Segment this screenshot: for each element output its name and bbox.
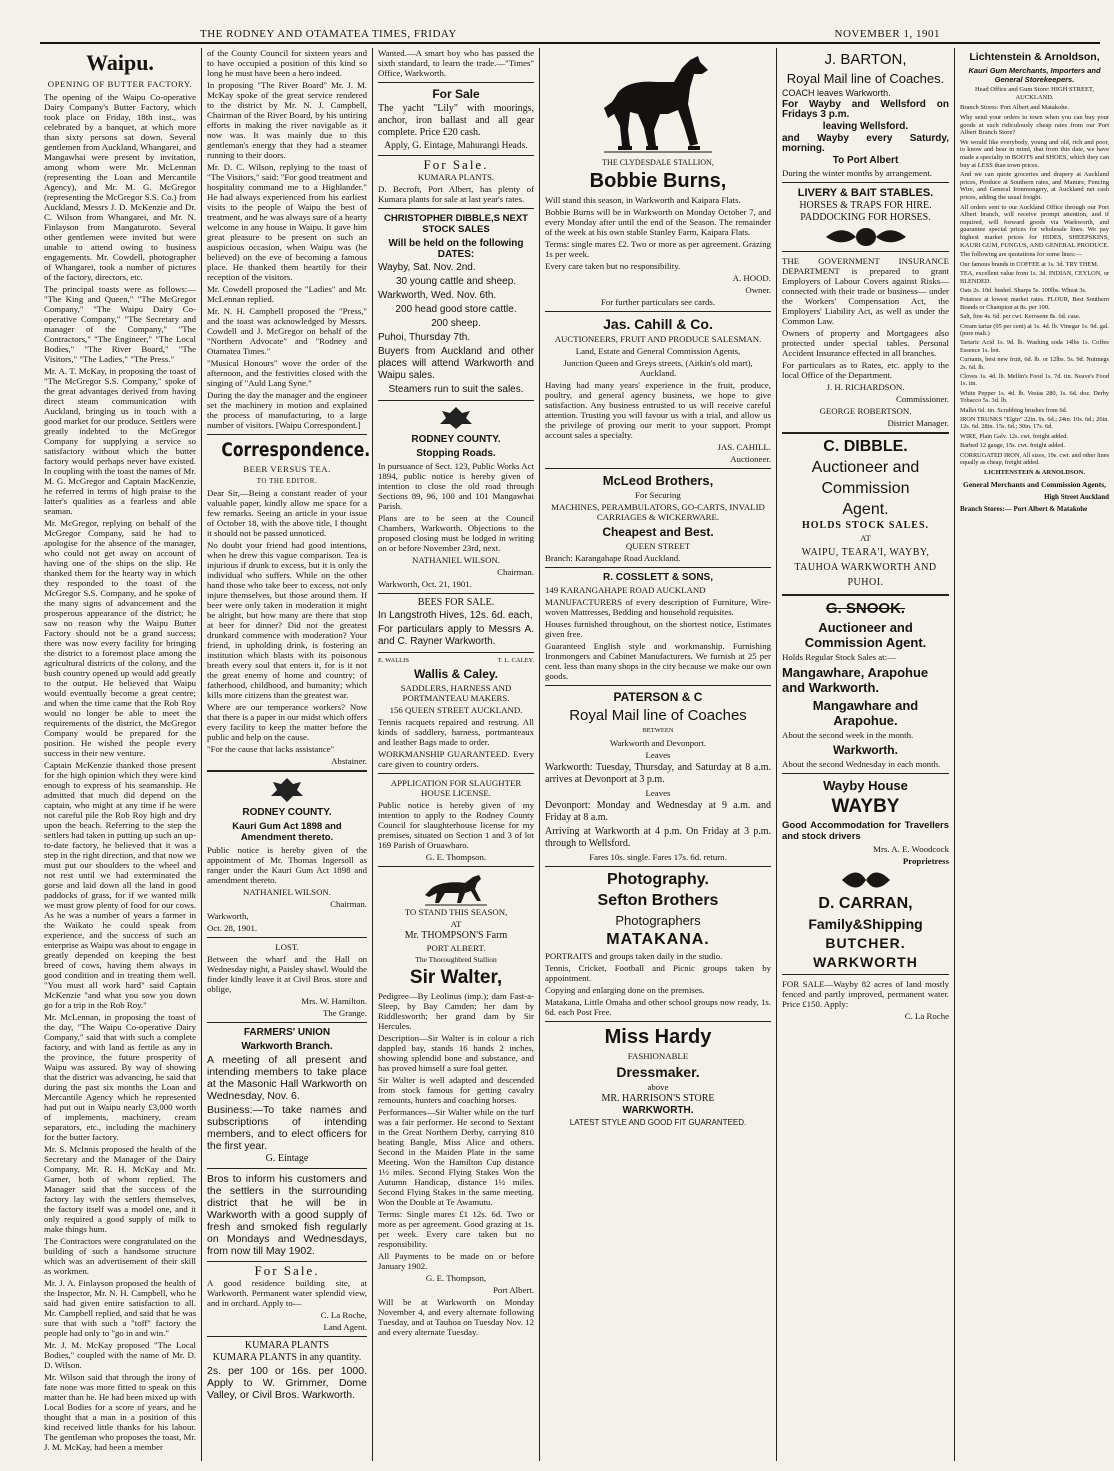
photography-text: Copying and enlarging done on the premises. [545,985,705,995]
cosslett-text: MANUFACTURERS of every description of Furniture, Wire-woven Mattresses, Bedding and household requisites. [545,597,771,617]
mcleod-title: McLeod Brothers, [602,473,714,488]
roads-date: Warkworth, Oct. 21, 1901. [378,579,472,589]
wallis-caley-address: 156 QUEEN STREET AUCKLAND. [389,705,523,715]
cahill-role: Auctioneer. [730,454,771,464]
snook-about: About the second Wednesday in each month. [782,759,941,769]
price-line: Barbed 12 gauge, 15s. cwt. freight added. [960,442,1065,450]
stand-at: AT [450,919,462,929]
waipu-continued: Mr. D. C. Wilson, replying to the toast of "The Visitors," said: "For good treatment and hospitality command me to a Highlander." He had always experienced from his earliest visits to the people of Waipu the best of treatment, and he was always sure of a hearty welcome in any house in Waipu. It gave him great pleasure to be present on such an auspicious occasion, when Waipu was (he believed) on the eve of becoming a famous place. He thanked them heartily for their reception of the visitors. [207,162,367,282]
paterson-subtitle: Royal Mail line of Coaches [569,707,747,724]
carran-title: D. CARRAN, [818,895,913,912]
lichtenstein-signature2: General Merchants and Commission Agents, [963,480,1106,490]
bees-text: In Langstroth Hives, 12s. 6d. each, [378,610,533,621]
ornament-icon [836,868,896,892]
masthead [40,28,1100,44]
cahill-address: Land, Estate and General Commission Agents, [575,346,741,356]
column-five [778,48,953,1463]
kauri-notice-role: Chairman. [330,899,367,909]
dibble-places: WAIPU, TEARA'I, WAYBY, TAUHOA WARKWORTH AND PUHOI. [794,547,937,588]
snook-places2: Mangawhare and Arapohue. [812,698,919,728]
price-line: WIRE, Plain Galv. 12s. cwt. freight added. [960,432,1068,440]
waipu-paragraph: Mr. McLennan, in proposing the toast of the day, "The Waipu Co-operative Dairy Company," said that with such a complete factory, and with land as fertile as any in the province, the future prosperity of Waipu was assured. By way of showing that the district was advancing, he said that during the past six months the Loan and Mercantile Agency which he represented had put out in Waipu nearly £3,000 worth of implements, machinery, cream separators, etc., including the machinery for the butter factory. [44,1012,196,1142]
price-line: White Pepper 1s. 4d. lb. Vestas 280, 1s. 6d. doz. Derby Tobacco 5s. 3d. lb. [960,389,1109,405]
price-line: Cream tartar (95 per cent) at 1s. 4d. lb. Vinegar 1s. 9d. gal. (pure malt.) [960,322,1109,337]
union-business: Business:—To take names and subscriptions of intending members, and to elect officers for the first year. [207,1104,367,1152]
clydesdale-terms: Terms: single mares £2. Two or more as per agreement. Grazing 1s per week. [545,239,771,259]
waipu-paragraph: The Contractors were congratulated on the building of such a handsome structure which was an advertisement of their skill as workmen. [44,1236,196,1276]
waipu-paragraph: Mr. S. McInnis proposed the health of the Secretary and the Manager of the Dairy Company, Mr. R. H. McKay and Mr. Garner, both of whom replied. The Manager said that the success of the factory lay with the settlers themselves, the factory itself was a model one, and it only required a good supply of milk to make things hum. [44,1144,196,1234]
hardy-subtitle: FASHIONABLE [627,1051,689,1061]
waipu-continued: In proposing "The River Board" Mr. J. M. McKay spoke of the great service rendered to the district by Mr. N. J. Campbell, Chairman of the River Board, by his untiring efforts in making the river navigable as it now was. It was mainly due to this gentleman's energy that they had a steamer running to their doors. [207,80,367,160]
lost-place: The Grange. [323,1008,367,1018]
hardy-store: MR. HARRISON'S STORE [601,1093,715,1104]
government-insurance-signature: GEORGE ROBERTSON. [819,406,912,416]
clydesdale-signature: A. HOOD. [732,273,771,283]
paterson-text: Arriving at Warkworth at 4 p.m. On Friday at 3 p.m. through to Wellsford. [545,826,771,849]
price-line: Salt, fine 4s. 6d. per cwt. Kerosene 8s. 6d. case. [960,313,1081,321]
paterson-text: Warkworth: Tuesday, Thursday, and Saturday at 8 a.m. arrives at Devonport at 3 p.m. [545,762,771,785]
wayby-sale-text: FOR SALE—Wayby 82 acres of land mostly fenced and partly improved, permanent water. Price £150. Apply: [782,979,949,1009]
masthead-title: THE RODNEY AND OTAMATEA TIMES, FRIDAY [200,28,457,40]
sale-signature: C. La Roche, [320,1310,367,1320]
snook-holds: Holds Regular Stock Sales at:— [782,652,896,662]
price-line: Tartaric Acid 1s. 9d. lb. Washing soda 14lbs 1s. Coffee Essence 1s. bot. [960,339,1109,354]
union-signature: G. Eintage [265,1153,309,1164]
cosslett-text: Houses furnished throughout, on the shortest notice, Estimates given free. [545,619,771,639]
clydesdale-name: Bobbie Burns, [589,170,727,192]
stand-breed: The Thoroughbred Stallion [415,955,497,964]
dibble-subtitle: Commission [821,480,910,497]
mcleod-for: For Securing [635,490,681,500]
paterson-leaves: Leaves [645,750,671,760]
horses-for-hire: HORSES & TRAPS FOR HIRE. [799,200,932,211]
dibble-sales-line: Steamers run to suit the sales. [388,384,524,395]
column-rule [372,48,373,1461]
barton-for: For Wayby and Wellsford on Fridays 3 p.m. [782,99,949,120]
barton-title: J. BARTON, [824,51,907,68]
mcleod-items: MACHINES, PERAMBULATORS, GO-CARTS, INVALID CARRIAGES & WICKERWARE. [551,502,765,522]
clydesdale-more: For further particulars see cards. [600,297,716,307]
snook-title: G. SNOOK. [825,600,906,617]
lichtenstein-signature: LICHTENSTEIN & ARNOLDSON. [984,469,1085,477]
price-line: Oats 2s. 10d. bushel. Sharps 5s. 100lbs. Wheat 3s. [960,286,1087,294]
paterson-route: Warkworth and Devonport. [609,738,707,748]
kauri-notice-date: Oct. 28, 1901. [207,923,258,933]
wallis-caley-names [378,657,534,664]
yacht-sale-text: The yacht "Lily" with moorings, anchor, iron ballast and all gear complete. Price £20 cash. [378,103,534,138]
price-line: Currants, best new fruit, 6d. lb. or 12lbs. 5s. 9d. Nutmegs 2s. 6d. lb. [960,356,1109,371]
wayby-accommodation: Good Accommodation for Travellers and stock drivers [782,820,949,842]
kauri-notice-title: RODNEY COUNTY. [242,807,332,818]
lichtenstein-office: Head Office and Gum Store: HIGH STREET, AUCKLAND. [974,86,1095,101]
merchants-column [957,48,1112,1463]
stallion-description: Sir Walter is well adapted and descended from stock famous for getting cavalry remounts, hunters and coaching horses. [378,1075,534,1105]
fish-notice: Bros to inform his customers and the settlers in the surrounding district that he will be in Warkworth with a good supply of fresh and smoked fish regularly on Mondays and Wednesdays, from now till May 1902. [207,1173,367,1257]
price-line: Potatoes at lowest market rates. FLOUR, Best Southern Brands or Champion at 8s. per 100. [960,296,1109,311]
wallis-name: E. WALLIS [378,657,409,664]
stand-farm: Mr. THOMPSON'S Farm [404,930,508,941]
carran-subtitle: Family&Shipping [808,916,923,932]
slaughter-text: Public notice is hereby given of my intention to apply to the Rodney County Council for slaughterhouse license for my premises, situated on Section 1 and 3 of lot 169 Parish of Oruawharo. [378,800,534,850]
cahill-text: Having had many years' experience in the fruit, produce, poultry, and general agency business, we hope to give satisfaction. Any business entrusted to us will receive careful attention. Trusting you will favour us with a trial, and allow us the privilege of proving our merit to your support. Prompt account sales a specialty. [545,380,771,440]
photography-subtitle: Photographers [615,913,701,928]
dibble-sales-line: 200 sheep. [431,318,481,329]
dibble-holds: HOLDS STOCK SALES. [801,520,930,531]
photography-text: PORTRAITS and groups taken daily in the studio. [545,951,723,961]
kumara2-title: For Sale. [423,157,489,172]
bees-title: BEES FOR SALE. [417,597,495,608]
clydesdale-text: Bobbie Burns will be in Warkworth on Monday October 7, and every Monday after until the end of the Season. The remainder of the week at his own stable Stanley Farm, Kaipara Flats. [545,207,771,237]
waipu-title: Waipu. [86,50,154,75]
photography-text: Matakana, Little Omaha and other school groups now ready, 1s. 6d. each Post Free. [545,997,771,1017]
barton-leaves: COACH leaves Warkworth. [782,88,891,98]
kauri-notice-text: Public notice is hereby given of the appointment of Mr. Thomas Ingersoll as ranger under the Kauri Gum Act 1898 and amendment thereto. [207,845,367,885]
lichtenstein-following: The following are quotations for some lines:— [960,251,1083,259]
roads-title: RODNEY COUNTY. [411,434,501,445]
stallion-performances: Performances—Sir Walter while on the turf was a fair performer. He second to Sextant in the Great Northern Derby, carrying 810 beating Bangle, Miss Alice and others. Second in the Maiden Plate in the same Meeting. Won the Hamilton Cup distance 1½ miles. Second Flying Stakes Won the Autumn Handicap, distance 1½ miles. Second Flying Stakes in the same meeting. Won the Double at Te Awamutu. [378,1107,534,1207]
kumara-text: 2s. per 100 or 16s. per 1000. Apply to W. Grimmer, Dome Valley, or Civil Bros. Warkworth. [207,1365,367,1401]
waipu-paragraph: Mr. J. M. McKay proposed "The Local Bodies," coupled with the name of Mr. D. D. Wilson. [44,1340,196,1370]
bees-apply: For particulars apply to Messrs A. and C. Rayner Warkworth. [378,624,534,647]
waipu-continued: Mr. Cowdell proposed the "Ladies" and Mr. McLennan replied. [207,284,367,304]
stand-place: PORT ALBERT. [426,943,486,953]
stallion-schedule: Will be at Warkworth on Monday November 4, and every alternate following Tuesday, and at Tauhoa on Tuesday Nov. 12 and every alternate Tuesday. [378,1297,534,1337]
cosslett-address: 149 KARANGAHAPE ROAD AUCKLAND [545,585,706,595]
cosslett-text: Guaranteed English style and workmanship. Furnishing Ironmongers and Cabinet Manufacturers. We furnish at 25 per cent. less than many shops in the city because we make our own goods. [545,641,771,681]
crest-icon [436,405,476,431]
dibble-sales-line: Buyers from Auckland and other places will attend Warkworth and Waipu sales. [378,346,534,381]
waipu-paragraph: Captain McKenzie thanked those present for the high opinion which they were kind enough to express of his seamanship. He admitted that much did depend on the captain, who might at any time if he were not careful pile the Rob Roy high and dry upon the beach. Referring to the step the settlers had taken in putting up such an up-to-date factory, he believed that it was a step in the right direction, and that now we must put our shoulders to the wheel and not rest until we had exterminated the gorse and laid down all the land in good paddocks of grass, for if we wanted milk we must grow plenty of food for our cows. As he was a number of years a farmer in the Waikato he could speak from experience, and the success of such an enterprise as Waipu was about to engage in greatly depended on keeping the best breed of cows, having them always in good condition and in treating them well. "You must all work hard" said Captain McKenzie "and what you sow you down go for a trip in the Rob Roy." [44,760,196,1010]
paterson-fares: Fares 10s. single. Fares 17s. 6d. return. [589,852,727,862]
lichtenstein-title: Lichtenstein & Arnoldson, [969,51,1100,63]
wallis-caley-guarantee: WORKMANSHIP GUARANTEED. Every care given to country orders. [378,749,534,769]
dibble-title: C. DIBBLE. [823,438,908,455]
cahill-title: Jas. Cahill & Co. [603,316,713,332]
photography-text: Tennis, Cricket, Football and Picnic groups taken by appointment. [545,963,771,983]
hardy-above: above [647,1082,669,1092]
column-four [541,48,775,1463]
photography-title: Photography. [607,871,709,888]
clydesdale-role: Owner. [745,285,771,295]
snook-subtitle: Auctioneer and Commission Agent. [804,620,927,650]
clydesdale-text: Will stand this season, in Warkworth and Kaipara Flats. [545,195,741,205]
dibble-sales-line: 30 young cattle and sheep. [395,276,517,287]
letter-paragraph: Where are our temperance workers? Now that there is a paper in our midst which offers every facility to keep the matter before the public and help on the cause. [207,702,367,742]
price-line: IRON TRUNKS "Elgin" 22in. 9s. 6d.; 24in. 10s. 6d.; 26in. 12s. 6d. 28in. 15s. 6d.; 30in. 17s. 6d. [960,416,1109,431]
hardy-trade: Dressmaker. [616,1064,700,1080]
mcleod-address: QUEEN STREET [625,541,691,551]
barton-port-albert: To Port Albert [832,155,899,166]
wayby-signature: Mrs. A. E. Woodcock [873,844,949,854]
crest-icon [267,776,307,804]
waipu-continued: Mr. N. H. Campbell proposed the "Press," and the toast was acknowledged by Messrs. Cowdell and J. McGregor on behalf of the "Northern Advocate" and "Rodney and Otamatea Times." [207,306,367,356]
wayby-role: Proprietress [902,856,949,866]
slaughter-title: APPLICATION FOR SLAUGHTER HOUSE LICENSE. [390,778,522,798]
yacht-sale-apply: Apply, G. Eintage, Mahurangi Heads. [384,141,528,151]
snook-about: About the second week in the month. [782,730,914,740]
barton-leaving: leaving Wellsford. [822,121,909,132]
government-insurance-role: District Manager. [887,418,949,428]
barton-subtitle: Royal Mail line of Coaches. [786,71,945,86]
waipu-continued: "Musical Honours" wove the order of the afternoon, and the festivities closed with the singing of "Auld Lang Syne." [207,358,367,388]
paddocking: PADDOCKING FOR HORSES. [800,212,931,223]
dibble-sales-line: Warkworth, Wed. Nov. 6th. [378,290,497,301]
racehorse-icon [421,871,491,907]
price-line: Mallet 6d. tin. Scrubbing brushes from 6d. [960,406,1068,414]
lichtenstein-high-street: High Street Auckland [1044,493,1109,502]
hardy-title: Miss Hardy [604,1026,712,1048]
kumara2-subtitle: KUMARA PLANTS. [417,172,495,182]
wayby-name: WAYBY [831,796,900,817]
hardy-fit: LATEST STYLE AND GOOD FIT GUARANTEED. [569,1118,747,1127]
clydesdale-horse-icon [598,48,718,158]
wanted-ad: Wanted.—A smart boy who has passed the sixth standard, to learn the trade.—"Times" Office, Warkworth. [378,48,534,78]
letter-signature: Abstainer. [331,756,367,766]
carran-trade: BUTCHER. [825,935,906,951]
kumara-subtitle: KUMARA PLANTS in any quantity. [212,1352,362,1363]
column-three [374,48,538,1463]
sale-title: For Sale. [254,1263,320,1278]
letter-paragraph: No doubt your friend had good intentions, when he drew this vague comparison. Tea is injurious if drunk to excess, but it is only the individual who suffers. While on the other hand those who take beer to excess, not only injure themselves, but those around them. If beer were only taken in moderation it might be alright, but how many are there that stop at beer for dinner? Did not the greatest drunkard commence with moderation? Your friend, in upholding drink, is fostering an institution which blasts with its poisonous breath every soul that enters it, for is it not the great enemy of home and country; of fatherhood, childhood, and humanity; which kills more citizens than the greatest war. [207,540,367,700]
stallion-terms: All Payments to be made on or before January 1902. [378,1251,534,1271]
carran-place: WARKWORTH [813,954,918,970]
caley-name: T. L. CALEY. [497,657,534,664]
lost-signature: Mrs. W. Hamilton. [301,996,367,1006]
wayby-sale-signature: C. La Roche [904,1011,949,1021]
stallion-terms: Terms: Single mares £1 12s. 6d. Two or more as per agreement. Good grazing at 1s. per week. Every care taken but no responsibility. [378,1209,534,1249]
paterson-text: Devonport: Monday and Wednesday at 9 a.m. and Friday at 8 a.m. [545,800,771,823]
lichtenstein-subtitle: Kauri Gum Merchants, Importers and General Storekeepers. [968,66,1101,84]
lost-title: LOST. [275,942,299,952]
stand-name: Sir Walter, [409,967,503,988]
lichtenstein-branch: Branch Stores: Port Albert and Matakohe. [960,104,1070,111]
cahill-signature: JAS. CAHILL. [717,442,771,452]
stallion-signature: G. E. Thompson, [425,1273,487,1283]
waipu-continued: of the County Council for sixteen years and to have occupied a position of this kind so long he must have been a hero indeed. [207,48,367,78]
letter-paragraph: "For the cause that lacks assistance" [207,744,335,754]
kumara-title: KUMARA PLANTS [244,1340,330,1351]
sale-role: Land Agent. [323,1322,367,1332]
roads-signature: NATHANIEL WILSON. [412,555,500,565]
wallis-caley-text: Tennis racquets repaired and restrung. All kinds of saddlery, harness, portmanteaux and leather Bags made to order. [378,717,534,747]
photography-place: MATAKANA. [606,931,710,948]
stand-title: TO STAND THIS SEASON, [404,907,508,917]
lichtenstein-text: All orders sent to our Auckland Office through our Port Albert branch, will receive prompt attention, and if required, will forward goods via Warkworth, and guarantee special prices for wholesale lines. We pay highest market prices for HIDES, SHEEPSKINS, KAURI GUM, FUNGUS, AND GENERAL PRODUCE. [960,203,1109,249]
correspondence-to: TO THE EDITOR. [256,477,318,485]
roads-subtitle: Stopping Roads. [416,448,496,459]
dibble-sales-line: Puhoi, Thursday 7th. [378,332,471,343]
lichtenstein-price-list [960,261,1109,467]
sale-text: A good residence building site, at Warkworth. Permanent water splendid view, and in orchard. Apply to— [207,1278,367,1308]
kumara2-text: D. Becroft, Port Albert, has plenty of Kumara plants for sale at last year's rates. [378,184,534,204]
kauri-notice-subtitle: Kauri Gum Act 1898 and Amendment thereto. [232,821,342,843]
column-rule [776,48,777,1461]
dibble-sales-held: Will be held on the following DATES: [388,238,524,260]
cahill-subtitle: AUCTIONEERS, FRUIT AND PRODUCE SALESMAN. [554,334,762,344]
wallis-caley-subtitle: SADDLERS, HARNESS AND PORTMANTEAU MAKERS. [400,683,512,703]
roads-text: Plans are to be seen at the Council Chambers, Warkworth. Objections to the proposed closing must be lodged in writing on or before November 23rd, next. [378,513,534,553]
union-text: A meeting of all present and intending members to take place at the Masonic Hall Warkworth on Wednesday, Nov. 6. [207,1054,367,1102]
kauri-notice-signature: NATHANIEL WILSON. [243,887,331,897]
clydesdale-caption: THE CLYDESDALE STALLION, [602,158,714,167]
government-insurance-signature: J. H. RICHARDSON. [826,382,905,392]
lichtenstein-text: And we can quote groceries and drapery at Auckland prices, Produce at Southern rates, and Manure, Fencing Wire, and General Ironmongery, at Auckland net cash prices, adding the usual freight. [960,171,1109,201]
waipu-paragraph: Mr. J. A. Finlayson proposed the health of the Inspector, Mr. N. H. Campbell, who he said had given entire satisfaction to all. Mr. Campbell replied, and said that he was sure that with such a "toff" factory the people had only to "go in and win." [44,1278,196,1338]
letter-paragraph: Dear Sir,—Being a constant reader of your valuable paper, kindly allow me space for a few remarks. Seeing an article in your issue of October 18, with the above title, I thought it should not be passed unnoticed. [207,488,367,538]
waipu-paragraph: The opening of the Waipu Co-operative Dairy Company's Butter Factory, which took place on Friday, 18th inst., was celebrated by a banquet, at which more than sixty persons sat down. Several gentlemen from Auckland, Whangarei, and Mangawhai were present by invitation, among whom were Mr. McLennan (representing the Loan and Mercantile Agency), and Mr. M. G. McGregor (representing the McGregor S.S. Co.) from Auckland, Messrs J. D. McKenzie and Dr. C. Wilson from Whangarei, and Mr. N. Finlayson from Mangaturoto. Several other gentlemen were invited but were unable to attend owing to business engagements. Mr. Cowdell, photographer of Whangarei, took a number of pictures of the factory, directors, etc. [44,92,196,282]
government-insurance-text: Owners of property and Mortgagees also protected under special tables. Personal Accident Insurance effected in all branches. [782,328,949,358]
paterson-between: BETWEEN [642,727,674,734]
mcleod-branch: Branch: Karangahape Road Auckland. [545,553,681,563]
barton-wayby: and Wayby every Saturdy, morning. [782,133,949,154]
cahill-address: Junction Queen and Greys streets, (Aitkin's old mart), Auckland. [563,358,753,378]
stallion-place: Port Albert. [492,1285,534,1295]
roads-text: In pursuance of Sect. 123, Public Works Act 1894, public notice is hereby given of intention to close the old road through Sections 89, 96, 100 and 101 Mangawhai Parish. [378,461,534,511]
waipu-continued: During the day the manager and the engineer set the machinery in motion and explained the process of manufacturing, to a large number of visitors. [Waipu Correspondent.] [207,390,367,430]
waipu-subtitle: OPENING OF BUTTER FACTORY. [47,79,193,89]
correspondence-title: Correspondence. [221,439,371,461]
snook-warkworth: Warkworth. [833,743,898,757]
roads-role: Chairman. [497,567,534,577]
waipu-paragraph: Mr. Wilson said that through the irony of fate none was more fitted to speak on this matter than he. He had been mixed up with Local Bodies for a score of years, and he thought that a man in a position of this kind received little thanks for his labour. The gentleman who proposes the toast, Mr. J. M. McKay, had been a member [44,1372,196,1452]
correspondence-subtitle: BEER VERSUS TEA. [243,464,331,474]
dibble-sales-line: 200 head good store cattle. [395,304,517,315]
dibble-at: AT [860,533,871,543]
dibble-sales-line: Wayby, Sat. Nov. 2nd. [378,262,476,273]
price-line: CORRUGATED IRON, All sizes, 19s. cwt. and other lines equally as cheap, freight added. [960,451,1109,467]
column-waipu [40,48,200,1463]
dibble-subtitle: Auctioneer and [811,459,920,476]
lost-text: Between the wharf and the Hall on Wednesday night, a Paisley shawl. Would the finder kindly leave it at Civil Bros. store and oblige, [207,954,367,994]
mcleod-cheap: Cheapest and Best. [602,525,714,539]
cosslett-title: R. COSSLETT & SONS, [602,572,713,583]
hardy-place: WARKWORTH. [622,1105,694,1116]
barton-winter: During the winter months by arrangement. [782,168,932,178]
union-title: FARMERS' UNION [243,1027,331,1038]
government-insurance-text: For particulars as to Rates, etc. apply to the local Office of the Department. [782,360,949,380]
wayby-house-title: Wayby House [823,778,908,793]
government-insurance-text: THE GOVERNMENT INSURANCE DEPARTMENT is prepared to grant Employers of Labour Covers against Risks—connected with their trade or business— under the Workers' Compensation Act, the Employers' Liability Act, as well as under the Common Law. [782,256,949,326]
lichtenstein-text: Why send your orders to town when you can buy your goods at such ridiculously cheap rates from our Port Albert Branch Store? [960,114,1109,137]
government-insurance-role: Commissioner. [895,394,949,404]
waipu-paragraph: Mr. A. T. McKay, in proposing the toast of "The McGregor S.S. Company," spoke of the great advantages derived from having direct steam communication with Auckland, bringing us in touch with a good market for our produce. Settlers were greatly indebted to the McGregor Company for supplying a service so satisfactory without which the butter factory would perhaps never have existed. In coupling with the toast the names of Mr. M. G. McGregor and Captain MacKenzie, he referred in terms of high praise to the latter's qualities as a fearless and able seaman. [44,366,196,516]
masthead-date: NOVEMBER 1, 1901 [834,28,940,40]
yacht-sale-title: For Sale [432,87,480,101]
price-line: Cloves 1s. 4d. lb. Mellin's Food 1s. 7d. tin. Neave's Food 1s. tin. [960,372,1109,388]
price-line: TEA, excellent value from 1s. 3d. INDIAN, CEYLON, or BLENDED. [960,270,1109,285]
stallion-pedigree: Pedigree—By Leolinus (imp.); dam Fast-a-Sleep, by Bay Camden; her dam by Riddlesworth; her grand dam by Sir Hercules. [378,991,534,1031]
photography-name: Sefton Brothers [597,892,719,909]
dibble-sales-title: CHRISTOPHER DIBBLE,S NEXT STOCK SALES [384,213,528,235]
paterson-leaves: Leaves [645,788,671,798]
waipu-paragraph: Mr. McGregor, replying on behalf of the McGregor Company, said he had to apologise for the absence of the manager, who could not get away on account of having one of the ships on the slip. He thanked them for the hearty way in which they responded to the toast of the McGregor S.S. Company, and he spoke of the many signs of advancement and the prosperous appearance of the district; he saw no reason why the Waipu Butter Factory should not be a grand success; there was now every facility for bringing the district to a foremost place among the agricultural districts of the colony, and the bush country opened up would add greatly to the output. He believed that Waipu would eventually become a great centre; and when the time came that the Rob Roy would no longer be able to meet the requirements of the district, the McGregor Company would be prepared for the position. He wished the people every success in their new venture. [44,518,196,758]
column-rule [201,48,202,1461]
lichtenstein-branch2: Branch Stores:— Port Albert & Matakohe [960,505,1088,514]
clydesdale-care: Every care taken but no responsibility. [545,261,681,271]
snook-places: Mangawhare, Arapohue and Warkworth. [782,665,929,695]
coat-of-arms-icon [818,225,914,247]
waipu-paragraph: The principal toasts were as follows:— "The King and Queen," "The McGregor Company," "The Waipu Dairy Co-operative Company," "The Secretary and manager of the Company," "The Contractors," "The Engineer," "The Local Bodies," "The River Board," "The Visitors," "The Ladies," "The Press." [44,284,196,364]
slaughter-signature: G. E. Thompson. [425,852,487,862]
wallis-caley-title: Wallis & Caley. [413,667,499,681]
stallion-description: Description—Sir Walter is in colour a rich dappled bay, stands 16 hands 2 inches, showing splendid bone and substance, and has proved himself a sure foal getter. [378,1033,534,1073]
union-subtitle: Warkworth Branch. [241,1041,333,1052]
column-two [203,48,371,1463]
lichtenstein-text: We would like everybody, young and old, rich and poor, to know and bear in mind, that from this date, we have made a specialty in BOOTS and SHOES, which they can buy at LESS than town prices. [960,138,1109,169]
dibble-subtitle: Agent. [842,501,889,518]
paterson-title: PATERSON & C [613,690,703,704]
column-rule [539,48,540,1461]
livery-title: LIVERY & BAIT STABLES. [797,187,934,199]
kauri-notice-place: Warkworth, [207,911,249,921]
price-line: Our famous brands in COFFEE at 1s. 3d. TRY THEM. [960,260,1099,268]
